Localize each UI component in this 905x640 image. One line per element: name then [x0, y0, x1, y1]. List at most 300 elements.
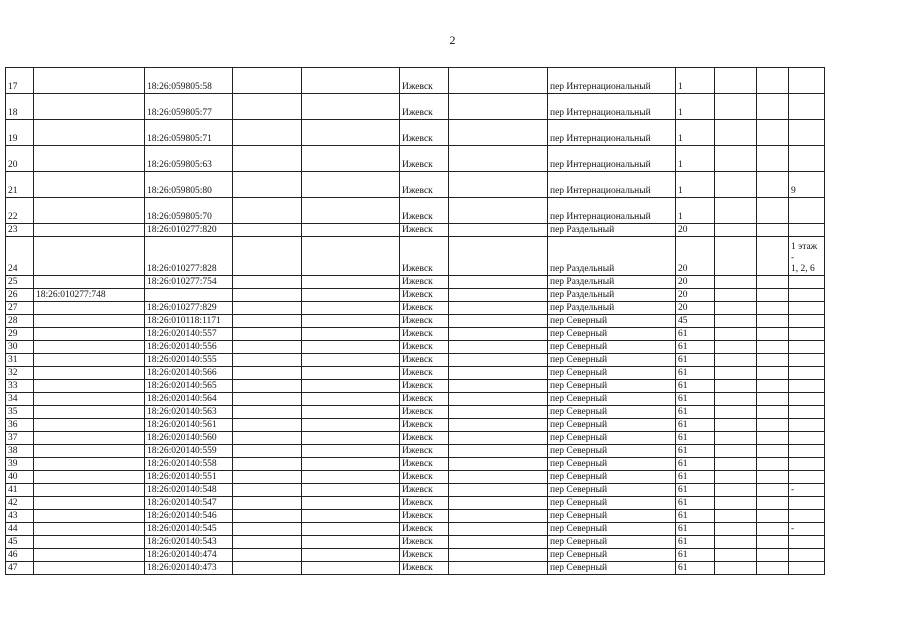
street-cell: пер Северный — [548, 406, 676, 419]
cadastral-number-cell: 18:26:020140:546 — [145, 510, 233, 523]
house-number-cell: 61 — [676, 510, 715, 523]
city-cell: Ижевск — [400, 380, 449, 393]
empty-cell — [757, 432, 789, 445]
row-number-cell: 43 — [6, 510, 34, 523]
city-cell: Ижевск — [400, 510, 449, 523]
row-number-cell: 25 — [6, 276, 34, 289]
table-row — [6, 393, 825, 406]
empty-cell — [233, 198, 302, 224]
empty-cell — [302, 458, 400, 471]
row-number-cell: 26 — [6, 289, 34, 302]
house-number-cell: 61 — [676, 354, 715, 367]
empty-cell — [715, 523, 757, 536]
owner-cell — [34, 523, 145, 536]
house-number-cell: 20 — [676, 276, 715, 289]
cadastral-number-cell: 18:26:020140:564 — [145, 393, 233, 406]
street-cell: пер Северный — [548, 523, 676, 536]
row-number-cell: 38 — [6, 445, 34, 458]
table-row — [6, 562, 825, 575]
empty-cell — [302, 536, 400, 549]
empty-cell — [449, 120, 548, 146]
cadastral-number-cell: 18:26:059805:70 — [145, 198, 233, 224]
empty-cell — [449, 172, 548, 198]
house-number-cell: 20 — [676, 237, 715, 276]
street-cell: пер Северный — [548, 471, 676, 484]
note-cell — [789, 68, 825, 94]
row-number-cell: 37 — [6, 432, 34, 445]
city-cell: Ижевск — [400, 289, 449, 302]
empty-cell — [233, 549, 302, 562]
empty-cell — [757, 484, 789, 497]
empty-cell — [233, 224, 302, 237]
street-cell: пер Раздельный — [548, 289, 676, 302]
street-cell: пер Северный — [548, 484, 676, 497]
table-row — [6, 484, 825, 497]
note-cell: 1 этаж - 1, 2, 6 — [789, 237, 825, 276]
empty-cell — [302, 341, 400, 354]
empty-cell — [757, 562, 789, 575]
empty-cell — [233, 237, 302, 276]
table-row — [6, 354, 825, 367]
city-cell: Ижевск — [400, 146, 449, 172]
street-cell: пер Северный — [548, 510, 676, 523]
empty-cell — [757, 497, 789, 510]
empty-cell — [302, 120, 400, 146]
empty-cell — [715, 484, 757, 497]
empty-cell — [715, 562, 757, 575]
empty-cell — [302, 146, 400, 172]
cadastral-number-cell: 18:26:020140:566 — [145, 367, 233, 380]
empty-cell — [715, 68, 757, 94]
row-number-cell: 31 — [6, 354, 34, 367]
empty-cell — [757, 276, 789, 289]
empty-cell — [757, 354, 789, 367]
owner-cell — [34, 484, 145, 497]
street-cell: пер Северный — [548, 328, 676, 341]
empty-cell — [715, 276, 757, 289]
empty-cell — [233, 562, 302, 575]
owner-cell — [34, 341, 145, 354]
empty-cell — [302, 354, 400, 367]
street-cell: пер Раздельный — [548, 302, 676, 315]
empty-cell — [757, 289, 789, 302]
empty-cell — [302, 562, 400, 575]
registry-table — [5, 67, 825, 575]
empty-cell — [757, 328, 789, 341]
empty-cell — [757, 237, 789, 276]
owner-cell — [34, 354, 145, 367]
empty-cell — [233, 432, 302, 445]
house-number-cell: 61 — [676, 523, 715, 536]
empty-cell — [233, 289, 302, 302]
empty-cell — [449, 341, 548, 354]
empty-cell — [715, 172, 757, 198]
empty-cell — [757, 341, 789, 354]
street-cell: пер Интернациональный — [548, 146, 676, 172]
owner-cell — [34, 328, 145, 341]
empty-cell — [302, 432, 400, 445]
street-cell: пер Северный — [548, 393, 676, 406]
empty-cell — [233, 68, 302, 94]
street-cell: пер Интернациональный — [548, 120, 676, 146]
empty-cell — [757, 445, 789, 458]
empty-cell — [302, 406, 400, 419]
empty-cell — [757, 94, 789, 120]
empty-cell — [302, 172, 400, 198]
cadastral-number-cell: 18:26:059805:80 — [145, 172, 233, 198]
owner-cell — [34, 510, 145, 523]
empty-cell — [233, 471, 302, 484]
empty-cell — [757, 419, 789, 432]
house-number-cell: 61 — [676, 341, 715, 354]
row-number-cell: 47 — [6, 562, 34, 575]
street-cell: пер Северный — [548, 432, 676, 445]
table-row — [6, 458, 825, 471]
note-cell — [789, 354, 825, 367]
empty-cell — [449, 224, 548, 237]
row-number-cell: 32 — [6, 367, 34, 380]
empty-cell — [715, 367, 757, 380]
table-row — [6, 302, 825, 315]
empty-cell — [757, 198, 789, 224]
note-cell — [789, 458, 825, 471]
empty-cell — [302, 315, 400, 328]
row-number-cell: 35 — [6, 406, 34, 419]
cadastral-number-cell: 18:26:020140:545 — [145, 523, 233, 536]
row-number-cell: 21 — [6, 172, 34, 198]
empty-cell — [757, 367, 789, 380]
empty-cell — [757, 315, 789, 328]
city-cell: Ижевск — [400, 432, 449, 445]
row-number-cell: 30 — [6, 341, 34, 354]
owner-cell — [34, 276, 145, 289]
empty-cell — [302, 497, 400, 510]
city-cell: Ижевск — [400, 120, 449, 146]
empty-cell — [449, 484, 548, 497]
row-number-cell: 40 — [6, 471, 34, 484]
empty-cell — [233, 536, 302, 549]
cadastral-number-cell: 18:26:020140:473 — [145, 562, 233, 575]
row-number-cell: 19 — [6, 120, 34, 146]
empty-cell — [449, 237, 548, 276]
table-row — [6, 172, 825, 198]
city-cell: Ижевск — [400, 458, 449, 471]
cadastral-number-cell: 18:26:020140:548 — [145, 484, 233, 497]
empty-cell — [302, 484, 400, 497]
city-cell: Ижевск — [400, 237, 449, 276]
owner-cell — [34, 94, 145, 120]
row-number-cell: 42 — [6, 497, 34, 510]
empty-cell — [449, 419, 548, 432]
table-row — [6, 315, 825, 328]
empty-cell — [449, 523, 548, 536]
cadastral-number-cell: 18:26:010277:754 — [145, 276, 233, 289]
empty-cell — [233, 393, 302, 406]
owner-cell — [34, 380, 145, 393]
street-cell: пер Северный — [548, 562, 676, 575]
empty-cell — [449, 302, 548, 315]
note-cell — [789, 497, 825, 510]
cadastral-number-cell: 18:26:010277:820 — [145, 224, 233, 237]
empty-cell — [715, 328, 757, 341]
owner-cell — [34, 224, 145, 237]
note-cell — [789, 328, 825, 341]
house-number-cell: 20 — [676, 224, 715, 237]
note-cell: 9 — [789, 172, 825, 198]
cadastral-number-cell: 18:26:020140:565 — [145, 380, 233, 393]
note-cell — [789, 367, 825, 380]
empty-cell — [302, 224, 400, 237]
empty-cell — [449, 536, 548, 549]
empty-cell — [757, 471, 789, 484]
table-row — [6, 68, 825, 94]
owner-cell — [34, 172, 145, 198]
table-row — [6, 120, 825, 146]
empty-cell — [233, 341, 302, 354]
table-row — [6, 198, 825, 224]
row-number-cell: 27 — [6, 302, 34, 315]
table-row — [6, 549, 825, 562]
row-number-cell: 28 — [6, 315, 34, 328]
cadastral-number-cell: 18:26:010277:829 — [145, 302, 233, 315]
owner-cell — [34, 536, 145, 549]
house-number-cell: 1 — [676, 68, 715, 94]
table-row — [6, 510, 825, 523]
house-number-cell: 61 — [676, 419, 715, 432]
row-number-cell: 36 — [6, 419, 34, 432]
city-cell: Ижевск — [400, 419, 449, 432]
table-row — [6, 471, 825, 484]
empty-cell — [449, 198, 548, 224]
note-cell — [789, 536, 825, 549]
note-cell — [789, 276, 825, 289]
cadastral-number-cell: 18:26:010118:1171 — [145, 315, 233, 328]
table-row — [6, 406, 825, 419]
empty-cell — [302, 367, 400, 380]
city-cell: Ижевск — [400, 471, 449, 484]
empty-cell — [302, 68, 400, 94]
note-cell — [789, 562, 825, 575]
empty-cell — [302, 393, 400, 406]
empty-cell — [233, 445, 302, 458]
owner-cell — [34, 497, 145, 510]
empty-cell — [715, 302, 757, 315]
city-cell: Ижевск — [400, 198, 449, 224]
table-row — [6, 497, 825, 510]
table-row — [6, 523, 825, 536]
empty-cell — [233, 146, 302, 172]
empty-cell — [757, 380, 789, 393]
row-number-cell: 44 — [6, 523, 34, 536]
cadastral-number-cell: 18:26:020140:558 — [145, 458, 233, 471]
empty-cell — [715, 315, 757, 328]
city-cell: Ижевск — [400, 549, 449, 562]
empty-cell — [715, 458, 757, 471]
city-cell: Ижевск — [400, 523, 449, 536]
empty-cell — [757, 523, 789, 536]
row-number-cell: 45 — [6, 536, 34, 549]
note-cell — [789, 341, 825, 354]
house-number-cell: 1 — [676, 146, 715, 172]
empty-cell — [449, 562, 548, 575]
empty-cell — [757, 510, 789, 523]
empty-cell — [302, 198, 400, 224]
note-cell — [789, 510, 825, 523]
row-number-cell: 18 — [6, 94, 34, 120]
table-row — [6, 341, 825, 354]
note-cell — [789, 445, 825, 458]
owner-cell — [34, 120, 145, 146]
registry-body — [6, 68, 825, 575]
city-cell: Ижевск — [400, 536, 449, 549]
empty-cell — [715, 198, 757, 224]
street-cell: пер Северный — [548, 354, 676, 367]
table-row — [6, 276, 825, 289]
cadastral-number-cell: 18:26:059805:63 — [145, 146, 233, 172]
table-row — [6, 224, 825, 237]
empty-cell — [302, 549, 400, 562]
empty-cell — [302, 94, 400, 120]
street-cell: пер Северный — [548, 380, 676, 393]
owner-cell — [34, 562, 145, 575]
note-cell — [789, 94, 825, 120]
empty-cell — [757, 120, 789, 146]
table-row — [6, 328, 825, 341]
empty-cell — [715, 341, 757, 354]
empty-cell — [449, 289, 548, 302]
cadastral-number-cell: 18:26:020140:563 — [145, 406, 233, 419]
empty-cell — [233, 328, 302, 341]
owner-cell — [34, 458, 145, 471]
row-number-cell: 33 — [6, 380, 34, 393]
empty-cell — [715, 380, 757, 393]
row-number-cell: 22 — [6, 198, 34, 224]
street-cell: пер Раздельный — [548, 224, 676, 237]
city-cell: Ижевск — [400, 94, 449, 120]
owner-cell — [34, 432, 145, 445]
city-cell: Ижевск — [400, 172, 449, 198]
note-cell — [789, 432, 825, 445]
cadastral-number-cell: 18:26:020140:543 — [145, 536, 233, 549]
house-number-cell: 61 — [676, 497, 715, 510]
street-cell: пер Северный — [548, 367, 676, 380]
empty-cell — [233, 458, 302, 471]
empty-cell — [302, 328, 400, 341]
street-cell: пер Интернациональный — [548, 198, 676, 224]
house-number-cell: 61 — [676, 445, 715, 458]
empty-cell — [715, 471, 757, 484]
house-number-cell: 61 — [676, 367, 715, 380]
city-cell: Ижевск — [400, 328, 449, 341]
cadastral-number-cell: 18:26:059805:71 — [145, 120, 233, 146]
row-number-cell: 29 — [6, 328, 34, 341]
city-cell: Ижевск — [400, 354, 449, 367]
row-number-cell: 39 — [6, 458, 34, 471]
owner-cell — [34, 393, 145, 406]
empty-cell — [449, 510, 548, 523]
empty-cell — [233, 419, 302, 432]
empty-cell — [233, 120, 302, 146]
empty-cell — [715, 94, 757, 120]
house-number-cell: 61 — [676, 549, 715, 562]
row-number-cell: 41 — [6, 484, 34, 497]
owner-cell — [34, 445, 145, 458]
empty-cell — [233, 367, 302, 380]
note-cell — [789, 146, 825, 172]
empty-cell — [449, 432, 548, 445]
owner-cell — [34, 237, 145, 276]
empty-cell — [233, 354, 302, 367]
table-row — [6, 237, 825, 276]
row-number-cell: 34 — [6, 393, 34, 406]
street-cell: пер Северный — [548, 341, 676, 354]
row-number-cell: 20 — [6, 146, 34, 172]
owner-cell — [34, 367, 145, 380]
empty-cell — [233, 276, 302, 289]
note-cell — [789, 380, 825, 393]
empty-cell — [715, 549, 757, 562]
house-number-cell: 61 — [676, 432, 715, 445]
street-cell: пер Северный — [548, 419, 676, 432]
empty-cell — [449, 393, 548, 406]
street-cell: пер Раздельный — [548, 237, 676, 276]
city-cell: Ижевск — [400, 315, 449, 328]
house-number-cell: 61 — [676, 458, 715, 471]
note-cell — [789, 549, 825, 562]
cadastral-number-cell: 18:26:020140:560 — [145, 432, 233, 445]
empty-cell — [449, 458, 548, 471]
empty-cell — [302, 471, 400, 484]
empty-cell — [449, 367, 548, 380]
owner-cell — [34, 549, 145, 562]
house-number-cell: 61 — [676, 536, 715, 549]
note-cell — [789, 419, 825, 432]
note-cell — [789, 471, 825, 484]
owner-cell — [34, 198, 145, 224]
empty-cell — [233, 510, 302, 523]
empty-cell — [449, 549, 548, 562]
empty-cell — [715, 419, 757, 432]
empty-cell — [302, 445, 400, 458]
city-cell: Ижевск — [400, 341, 449, 354]
cadastral-number-cell: 18:26:020140:559 — [145, 445, 233, 458]
empty-cell — [715, 289, 757, 302]
house-number-cell: 1 — [676, 120, 715, 146]
empty-cell — [449, 94, 548, 120]
table-row — [6, 380, 825, 393]
street-cell: пер Северный — [548, 445, 676, 458]
street-cell: пер Северный — [548, 549, 676, 562]
empty-cell — [715, 237, 757, 276]
row-number-cell: 17 — [6, 68, 34, 94]
note-cell — [789, 302, 825, 315]
note-cell — [789, 393, 825, 406]
empty-cell — [449, 276, 548, 289]
page-number: 2 — [449, 33, 456, 47]
empty-cell — [233, 172, 302, 198]
empty-cell — [302, 302, 400, 315]
note-cell: - — [789, 484, 825, 497]
empty-cell — [715, 224, 757, 237]
table-row — [6, 289, 825, 302]
empty-cell — [449, 315, 548, 328]
empty-cell — [449, 354, 548, 367]
table-row — [6, 367, 825, 380]
empty-cell — [302, 276, 400, 289]
house-number-cell: 20 — [676, 289, 715, 302]
city-cell: Ижевск — [400, 562, 449, 575]
empty-cell — [449, 497, 548, 510]
